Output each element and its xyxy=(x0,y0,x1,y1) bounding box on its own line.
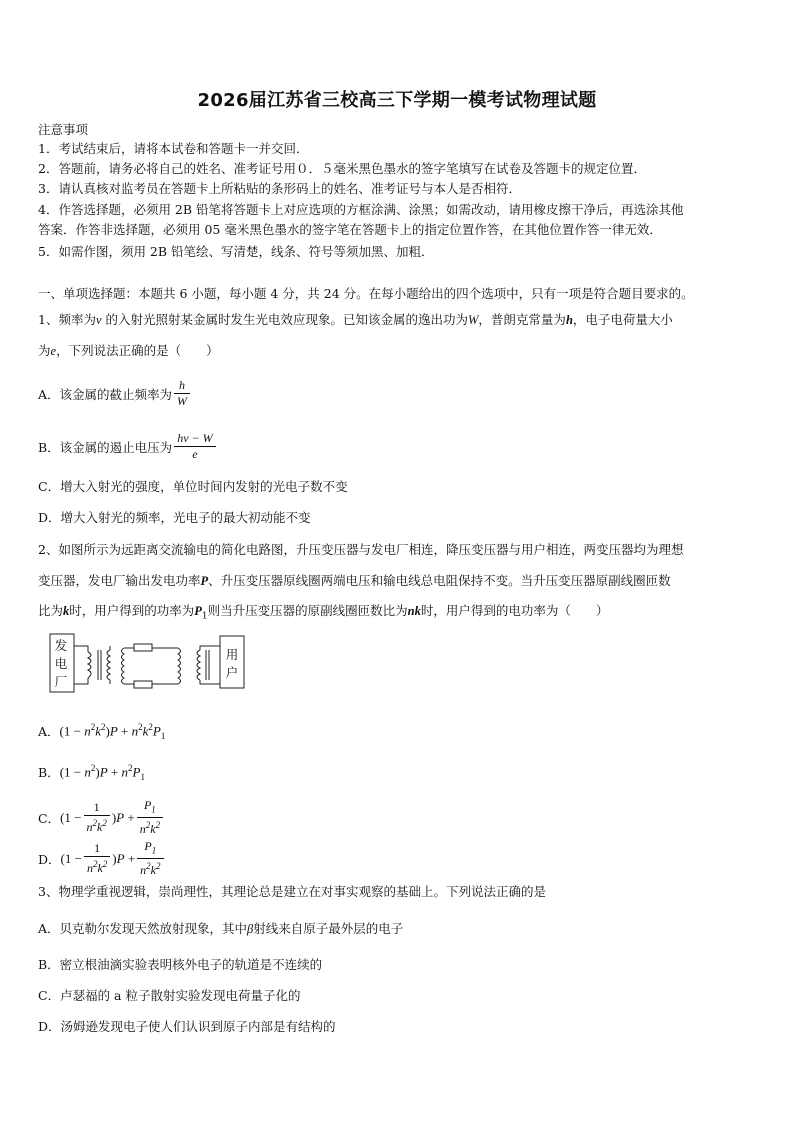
notice-item: 2．答题前，请务必将自己的姓名、准考证号用０．５毫米黑色墨水的签字笔填写在试卷及答题卡的规定位置． xyxy=(38,161,646,176)
fraction: $\frac{h}{W}$ xyxy=(174,378,190,409)
formula: (1 − $\frac{1}{n^2k^2}$ ) P + $\frac{P_1}{n^2k^2}$ xyxy=(61,839,166,878)
q1-stem-line2: 为e，下列说法正确的是（ ） xyxy=(38,343,219,358)
q2-option-c[interactable]: C． (1 − $\frac{1}{n^2k^2}$ ) P + $\frac{P_1}{n^2k^2}$ xyxy=(38,798,165,837)
q1-option-d[interactable]: D．增大入射光的频率，光电子的最大初动能不变 xyxy=(38,510,311,525)
notice-item: 3．请认真核对监考员在答题卡上所粘贴的条形码上的姓名、准考证号与本人是否相符． xyxy=(38,181,521,196)
notice-item: 5．如需作图，须用 2B 铅笔绘、写清楚，线条、符号等须加黑、加粗． xyxy=(38,244,434,259)
q2-stem-line3: 比为k时，用户得到的功率为$P_1$则当升压变压器的原副线圈匝数比为nk时，用户得到的电功率为（ ） xyxy=(38,603,609,622)
q3-option-c[interactable]: C．卢瑟福的 a 粒子散射实验发现电荷量子化的 xyxy=(38,988,301,1003)
q3-option-b[interactable]: B．密立根油滴实验表明核外电子的轨道是不连续的 xyxy=(38,957,323,972)
fraction: $\frac{h\nu - W}{e}$ xyxy=(174,431,215,462)
formula: (1 − $\frac{1}{n^2k^2}$ ) P + $\frac{P_1}{n^2k^2}$ xyxy=(60,798,165,837)
user-label: 用 户 xyxy=(225,647,239,680)
notice-item: 答案．作答非选择题，必须用 05 毫米黑色墨水的签字笔在答题卡上的指定位置作答，在其他位置作答一律无效． xyxy=(38,222,662,237)
line-resistor xyxy=(134,644,152,651)
q2-stem-line1: 2、如图所示为远距离交流输电的简化电路图，升压变压器与发电厂相连，降压变压器与用户相连，两变压器均为理想 xyxy=(38,542,684,557)
q1-option-a[interactable]: A．该金属的截止频率为 $\frac{h}{W}$ xyxy=(38,378,192,409)
q2-option-d[interactable]: D． (1 − $\frac{1}{n^2k^2}$ ) P + $\frac{P_1}{n^2k^2}$ xyxy=(38,839,166,878)
notice-item: 4．作答选择题，必须用 2B 铅笔将答题卡上对应选项的方框涂满、涂黑；如需改动，请用橡皮擦干净后，再选涂其他 xyxy=(38,202,684,217)
power-plant-label: 发 电 厂 xyxy=(54,638,68,689)
formula: $(1 - n^2)P + n^2P_1$ xyxy=(59,763,145,782)
notice-item: 1．考试结束后，请将本试卷和答题卡一并交回． xyxy=(38,141,309,156)
line-resistor xyxy=(134,681,152,688)
q1-option-c[interactable]: C．增大入射光的强度，单位时间内发射的光电子数不变 xyxy=(38,479,348,494)
q1-stem-line1: 1、频率为ν 的入射光照射某金属时发生光电效应现象。已知该金属的逸出功为W，普朗克常量为h，电子电荷量大小 xyxy=(38,312,673,327)
section-heading: 一、单项选择题：本题共 6 小题，每小题 4 分，共 24 分。在每小题给出的四个选项中，只有一项是符合题目要求的。 xyxy=(38,286,694,301)
q2-stem-line2: 变压器，发电厂输出发电功率P、升压变压器原线圈两端电压和输电线总电阻保持不变。当升压变压器原副线圈匝数 xyxy=(38,573,671,588)
q1-option-b[interactable]: B．该金属的遏止电压为 $\frac{h\nu - W}{e}$ xyxy=(38,431,218,462)
q3-option-a[interactable]: A．贝克勒尔发现天然放射现象，其中β射线来自原子最外层的电子 xyxy=(38,921,404,936)
page-title: 2026届江苏省三校高三下学期一模考试物理试题 xyxy=(197,90,597,111)
q2-option-a[interactable]: A． $(1 - n^2k^2)P + n^2k^2P_1$ xyxy=(38,722,166,741)
formula: $(1 - n^2k^2)P + n^2k^2P_1$ xyxy=(59,722,166,741)
notice-heading: 注意事项 xyxy=(38,122,89,137)
q2-option-b[interactable]: B． $(1 - n^2)P + n^2P_1$ xyxy=(38,763,145,782)
q3-option-d[interactable]: D．汤姆逊发现电子使人们认识到原子内部是有结构的 xyxy=(38,1019,336,1034)
q3-stem: 3、物理学重视逻辑，崇尚理性，其理论总是建立在对事实观察的基础上。下列说法正确的是 xyxy=(38,884,546,899)
